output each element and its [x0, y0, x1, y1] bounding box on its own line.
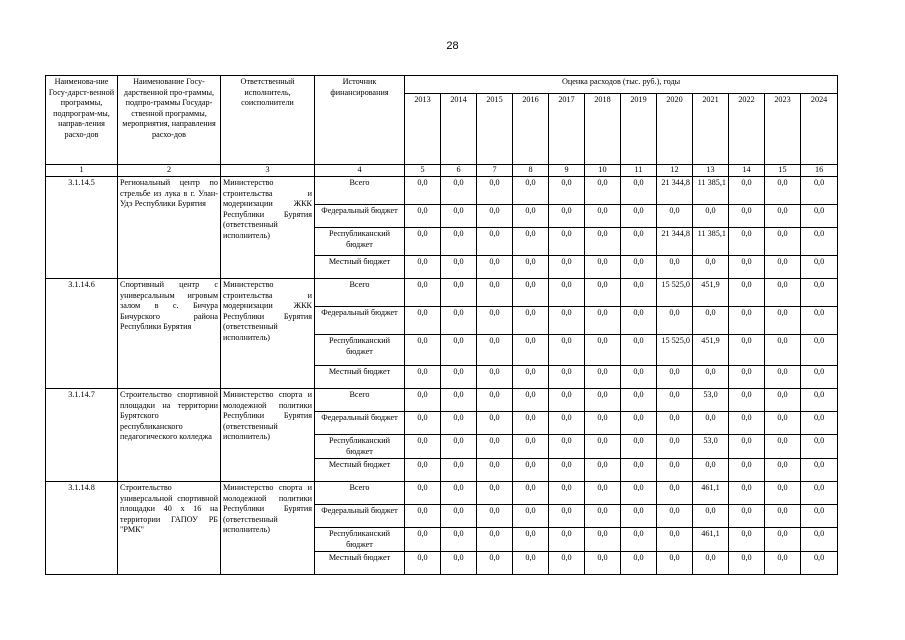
column-number: 7 — [477, 165, 513, 177]
expense-value: 0,0 — [729, 228, 765, 256]
column-number: 15 — [765, 165, 801, 177]
table-row — [46, 482, 838, 505]
expense-value: 0,0 — [441, 228, 477, 256]
expense-value: 0,0 — [477, 389, 513, 412]
expense-value: 0,0 — [513, 366, 549, 389]
expense-value: 0,0 — [801, 228, 838, 256]
expense-value: 0,0 — [801, 528, 838, 552]
expense-value: 0,0 — [549, 505, 585, 528]
header-expenses: Оценка расходов (тыс. руб.), годы — [405, 76, 838, 94]
responsible-executor: Министерство спорта и молодежной политики Республики Бурятия (ответственный исполнитель) — [221, 482, 315, 575]
expense-value: 0,0 — [801, 307, 838, 335]
funding-source: Республиканский бюджет — [315, 435, 405, 459]
expense-value: 0,0 — [657, 528, 693, 552]
column-number: 13 — [693, 165, 729, 177]
row-code: 3.1.14.8 — [46, 482, 118, 575]
column-number: 1 — [46, 165, 118, 177]
expense-value: 0,0 — [621, 256, 657, 279]
expense-value: 53,0 — [693, 435, 729, 459]
expense-value: 0,0 — [405, 256, 441, 279]
budget-table — [45, 75, 838, 575]
expense-value: 0,0 — [585, 528, 621, 552]
expense-value: 0,0 — [405, 435, 441, 459]
expense-value: 0,0 — [729, 459, 765, 482]
expense-value: 0,0 — [657, 459, 693, 482]
expense-value: 0,0 — [513, 177, 549, 205]
year-cell: 2018 — [585, 93, 621, 164]
header-col4: Источник финансирования — [315, 76, 405, 165]
expense-value: 0,0 — [441, 366, 477, 389]
expense-value: 0,0 — [801, 435, 838, 459]
expense-value: 0,0 — [549, 256, 585, 279]
funding-source: Федеральный бюджет — [315, 505, 405, 528]
expense-value: 0,0 — [765, 307, 801, 335]
expense-value: 461,1 — [693, 528, 729, 552]
expense-value: 0,0 — [657, 205, 693, 228]
expense-value: 0,0 — [441, 389, 477, 412]
expense-value: 0,0 — [513, 307, 549, 335]
expense-value: 0,0 — [801, 205, 838, 228]
expense-value: 0,0 — [801, 459, 838, 482]
header-col2: Наименование Госу-дарственной про-граммы, подпро-граммы Государ-ственной программы, мероприятия, направления расхо-дов — [118, 76, 221, 165]
expense-value: 0,0 — [765, 279, 801, 307]
expense-value: 0,0 — [477, 528, 513, 552]
expense-value: 0,0 — [441, 482, 477, 505]
expense-value: 0,0 — [549, 482, 585, 505]
funding-source: Местный бюджет — [315, 552, 405, 575]
expense-value: 0,0 — [729, 389, 765, 412]
year-cell: 2023 — [765, 93, 801, 164]
expense-value: 0,0 — [441, 205, 477, 228]
expense-value: 0,0 — [621, 505, 657, 528]
expense-value: 0,0 — [405, 505, 441, 528]
column-number: 14 — [729, 165, 765, 177]
expense-value: 0,0 — [621, 482, 657, 505]
expense-value: 0,0 — [801, 412, 838, 435]
expense-value: 21 344,8 — [657, 177, 693, 205]
expense-value: 0,0 — [513, 482, 549, 505]
expense-value: 0,0 — [405, 335, 441, 366]
expense-value: 0,0 — [513, 552, 549, 575]
column-number: 8 — [513, 165, 549, 177]
funding-source: Местный бюджет — [315, 459, 405, 482]
expense-value: 0,0 — [405, 205, 441, 228]
expense-value: 0,0 — [405, 177, 441, 205]
expense-value: 0,0 — [585, 177, 621, 205]
expense-value: 0,0 — [513, 459, 549, 482]
expense-value: 0,0 — [585, 366, 621, 389]
expense-value: 0,0 — [405, 528, 441, 552]
expense-value: 0,0 — [585, 389, 621, 412]
expense-value: 0,0 — [693, 505, 729, 528]
expense-value: 0,0 — [801, 177, 838, 205]
expense-value: 0,0 — [729, 205, 765, 228]
column-number: 4 — [315, 165, 405, 177]
expense-value: 0,0 — [441, 435, 477, 459]
expense-value: 15 525,0 — [657, 335, 693, 366]
expense-value: 0,0 — [405, 552, 441, 575]
expense-value: 0,0 — [657, 412, 693, 435]
expense-value: 0,0 — [405, 482, 441, 505]
expense-value: 0,0 — [765, 228, 801, 256]
expense-value: 0,0 — [621, 279, 657, 307]
expense-value: 0,0 — [477, 552, 513, 575]
column-number: 11 — [621, 165, 657, 177]
expense-value: 0,0 — [621, 177, 657, 205]
expense-value: 0,0 — [765, 435, 801, 459]
expense-value: 0,0 — [621, 459, 657, 482]
expense-value: 0,0 — [693, 552, 729, 575]
expense-value: 0,0 — [765, 459, 801, 482]
expense-value: 0,0 — [513, 279, 549, 307]
funding-source: Федеральный бюджет — [315, 205, 405, 228]
page-number: 28 — [446, 40, 459, 52]
expense-value: 0,0 — [441, 335, 477, 366]
funding-source: Всего — [315, 389, 405, 412]
expense-value: 0,0 — [585, 307, 621, 335]
expense-value: 11 385,1 — [693, 177, 729, 205]
expense-value: 11 385,1 — [693, 228, 729, 256]
expense-value: 0,0 — [765, 552, 801, 575]
funding-source: Федеральный бюджет — [315, 307, 405, 335]
expense-value: 0,0 — [693, 412, 729, 435]
expense-value: 0,0 — [729, 412, 765, 435]
expense-value: 15 525,0 — [657, 279, 693, 307]
expense-value: 0,0 — [441, 505, 477, 528]
program-name: Региональный центр по стрельбе из лука в г. Улан-Удэ Республики Бурятия — [118, 177, 221, 279]
expense-value: 0,0 — [405, 459, 441, 482]
expense-value: 0,0 — [477, 279, 513, 307]
column-number: 16 — [801, 165, 838, 177]
expense-value: 0,0 — [405, 366, 441, 389]
expense-value: 0,0 — [477, 205, 513, 228]
expense-value: 0,0 — [513, 505, 549, 528]
expense-value: 0,0 — [513, 335, 549, 366]
expense-value: 0,0 — [513, 435, 549, 459]
expense-value: 0,0 — [729, 335, 765, 366]
expense-value: 0,0 — [729, 505, 765, 528]
expense-value: 0,0 — [441, 177, 477, 205]
expense-value: 0,0 — [513, 412, 549, 435]
year-cell: 2020 — [657, 93, 693, 164]
year-cell: 2016 — [513, 93, 549, 164]
expense-value: 0,0 — [585, 505, 621, 528]
year-cell: 2024 — [801, 93, 838, 164]
expense-value: 451,9 — [693, 279, 729, 307]
expense-value: 0,0 — [405, 412, 441, 435]
expense-value: 0,0 — [549, 528, 585, 552]
expense-value: 0,0 — [621, 435, 657, 459]
expense-value: 0,0 — [729, 366, 765, 389]
column-number: 5 — [405, 165, 441, 177]
expense-value: 0,0 — [549, 412, 585, 435]
expense-value: 0,0 — [585, 459, 621, 482]
funding-source: Всего — [315, 482, 405, 505]
funding-source: Местный бюджет — [315, 256, 405, 279]
expense-value: 0,0 — [549, 459, 585, 482]
expense-value: 0,0 — [657, 256, 693, 279]
year-cell: 2015 — [477, 93, 513, 164]
program-name: Строительство спортивной площадки на территории Бурятского республиканского педагогического колледжа — [118, 389, 221, 482]
year-cell: 2013 — [405, 93, 441, 164]
expense-value: 0,0 — [765, 335, 801, 366]
expense-value: 21 344,8 — [657, 228, 693, 256]
expense-value: 0,0 — [549, 552, 585, 575]
expense-value: 0,0 — [729, 482, 765, 505]
expense-value: 0,0 — [765, 389, 801, 412]
expense-value: 0,0 — [441, 552, 477, 575]
expense-value: 0,0 — [441, 412, 477, 435]
expense-value: 0,0 — [621, 389, 657, 412]
row-code: 3.1.14.5 — [46, 177, 118, 279]
expense-value: 0,0 — [477, 366, 513, 389]
expense-value: 0,0 — [765, 177, 801, 205]
responsible-executor: Министерство спорта и молодежной политики Республики Бурятия (ответственный исполнитель) — [221, 389, 315, 482]
expense-value: 0,0 — [585, 435, 621, 459]
expense-value: 0,0 — [477, 177, 513, 205]
funding-source: Всего — [315, 177, 405, 205]
expense-value: 0,0 — [657, 389, 693, 412]
expense-value: 0,0 — [657, 435, 693, 459]
column-number: 2 — [118, 165, 221, 177]
year-cell: 2019 — [621, 93, 657, 164]
expense-value: 0,0 — [729, 307, 765, 335]
expense-value: 0,0 — [765, 412, 801, 435]
expense-value: 0,0 — [801, 335, 838, 366]
expense-value: 0,0 — [405, 279, 441, 307]
expense-value: 0,0 — [513, 256, 549, 279]
funding-source: Республиканский бюджет — [315, 228, 405, 256]
expense-value: 0,0 — [405, 228, 441, 256]
program-name: Строительство универсальной спортивной площадки 40 х 16 на территории ГАПОУ РБ "РМК" — [118, 482, 221, 575]
expense-value: 0,0 — [477, 505, 513, 528]
expense-value: 0,0 — [513, 389, 549, 412]
expense-value: 0,0 — [729, 552, 765, 575]
expense-value: 0,0 — [729, 256, 765, 279]
expense-value: 461,1 — [693, 482, 729, 505]
expense-value: 0,0 — [585, 335, 621, 366]
expense-value: 0,0 — [513, 205, 549, 228]
expense-value: 0,0 — [729, 177, 765, 205]
year-cell: 2021 — [693, 93, 729, 164]
expense-value: 0,0 — [549, 335, 585, 366]
expense-value: 0,0 — [585, 552, 621, 575]
expense-value: 53,0 — [693, 389, 729, 412]
column-number: 3 — [221, 165, 315, 177]
expense-value: 0,0 — [801, 366, 838, 389]
expense-value: 0,0 — [765, 366, 801, 389]
expense-value: 0,0 — [549, 366, 585, 389]
expense-value: 0,0 — [513, 228, 549, 256]
expense-value: 0,0 — [729, 528, 765, 552]
expense-value: 0,0 — [693, 205, 729, 228]
year-cell: 2022 — [729, 93, 765, 164]
expense-value: 0,0 — [585, 228, 621, 256]
expense-value: 0,0 — [657, 505, 693, 528]
expense-value: 0,0 — [621, 335, 657, 366]
column-number: 12 — [657, 165, 693, 177]
expense-value: 0,0 — [657, 366, 693, 389]
expense-value: 0,0 — [657, 482, 693, 505]
expense-value: 0,0 — [621, 552, 657, 575]
column-number-row — [46, 165, 838, 177]
responsible-executor: Министерство строительства и модернизации ЖКК Республики Бурятия (ответственный исполнитель) — [221, 177, 315, 279]
expense-value: 0,0 — [513, 528, 549, 552]
column-number: 9 — [549, 165, 585, 177]
expense-value: 0,0 — [441, 307, 477, 335]
expense-value: 0,0 — [477, 482, 513, 505]
expense-value: 0,0 — [441, 528, 477, 552]
expense-value: 0,0 — [657, 552, 693, 575]
header-col3: Ответственный исполнитель, соисполнители — [221, 76, 315, 165]
expense-value: 0,0 — [405, 389, 441, 412]
expense-value: 0,0 — [621, 528, 657, 552]
expense-value: 0,0 — [585, 279, 621, 307]
expense-value: 0,0 — [729, 435, 765, 459]
row-code: 3.1.14.7 — [46, 389, 118, 482]
expense-value: 0,0 — [693, 256, 729, 279]
expense-value: 0,0 — [801, 389, 838, 412]
expense-value: 0,0 — [477, 307, 513, 335]
header-col1: Наименова-ние Госу-дарст-венной программы, подпрограм-мы, направ-ления расхо-дов — [46, 76, 118, 165]
expense-value: 0,0 — [765, 482, 801, 505]
expense-value: 0,0 — [693, 307, 729, 335]
expense-value: 0,0 — [801, 482, 838, 505]
expense-value: 0,0 — [477, 256, 513, 279]
row-code: 3.1.14.6 — [46, 279, 118, 389]
expense-value: 0,0 — [441, 279, 477, 307]
expense-value: 0,0 — [585, 412, 621, 435]
expense-value: 0,0 — [621, 205, 657, 228]
expense-value: 0,0 — [549, 279, 585, 307]
expense-value: 0,0 — [765, 528, 801, 552]
expense-value: 0,0 — [621, 412, 657, 435]
column-number: 6 — [441, 165, 477, 177]
expense-value: 0,0 — [801, 256, 838, 279]
funding-source: Республиканский бюджет — [315, 528, 405, 552]
year-cell: 2017 — [549, 93, 585, 164]
expense-value: 0,0 — [477, 459, 513, 482]
expense-value: 451,9 — [693, 335, 729, 366]
expense-value: 0,0 — [621, 366, 657, 389]
expense-value: 0,0 — [801, 279, 838, 307]
funding-source: Всего — [315, 279, 405, 307]
expense-value: 0,0 — [549, 205, 585, 228]
expense-value: 0,0 — [549, 307, 585, 335]
expense-value: 0,0 — [801, 505, 838, 528]
table-row — [46, 389, 838, 412]
funding-source: Местный бюджет — [315, 366, 405, 389]
expense-value: 0,0 — [477, 228, 513, 256]
expense-value: 0,0 — [405, 307, 441, 335]
expense-value: 0,0 — [621, 307, 657, 335]
expense-value: 0,0 — [801, 552, 838, 575]
budget-body — [46, 177, 838, 575]
expense-value: 0,0 — [765, 256, 801, 279]
table-row — [46, 177, 838, 205]
expense-value: 0,0 — [477, 435, 513, 459]
funding-source: Республиканский бюджет — [315, 335, 405, 366]
expense-value: 0,0 — [585, 205, 621, 228]
expense-value: 0,0 — [441, 459, 477, 482]
program-name: Спортивный центр с универсальным игровым залом в с. Бичура Бичурского района Республики Бурятия — [118, 279, 221, 389]
expense-value: 0,0 — [549, 435, 585, 459]
expense-value: 0,0 — [549, 228, 585, 256]
expense-value: 0,0 — [549, 177, 585, 205]
column-number: 10 — [585, 165, 621, 177]
responsible-executor: Министерство строительства и модернизации ЖКК Республики Бурятия (ответственный исполнитель) — [221, 279, 315, 389]
expense-value: 0,0 — [729, 279, 765, 307]
table-row — [46, 279, 838, 307]
expense-value: 0,0 — [693, 459, 729, 482]
expense-value: 0,0 — [549, 389, 585, 412]
expense-value: 0,0 — [585, 482, 621, 505]
expense-value: 0,0 — [765, 205, 801, 228]
expense-value: 0,0 — [477, 412, 513, 435]
expense-value: 0,0 — [693, 366, 729, 389]
expense-value: 0,0 — [585, 256, 621, 279]
expense-value: 0,0 — [765, 505, 801, 528]
expense-value: 0,0 — [441, 256, 477, 279]
expense-value: 0,0 — [477, 335, 513, 366]
expense-value: 0,0 — [621, 228, 657, 256]
expense-value: 0,0 — [657, 307, 693, 335]
funding-source: Федеральный бюджет — [315, 412, 405, 435]
year-cell: 2014 — [441, 93, 477, 164]
